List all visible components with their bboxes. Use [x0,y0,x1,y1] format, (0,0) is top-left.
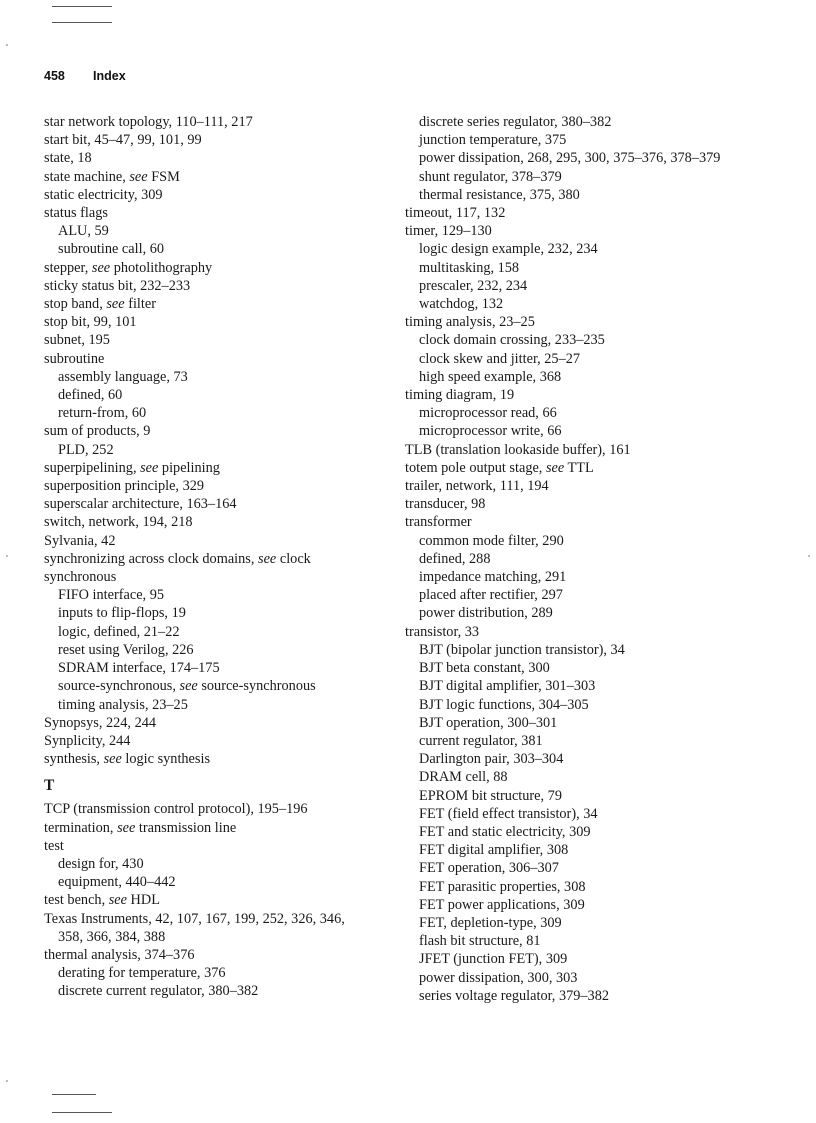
index-entry: sticky status bit, 232–233 [44,277,191,294]
index-subentry: FET operation, 306–307 [419,860,559,877]
index-subentry: power distribution, 289 [419,605,553,622]
index-entry: TCP (transmission control protocol), 195–196 [44,801,308,818]
index-entry: timeout, 117, 132 [405,205,506,222]
index-entry: state machine, see FSM [44,168,180,185]
registration-dot [6,555,8,557]
index-subentry: logic design example, 232, 234 [419,241,598,258]
index-subentry: BJT logic functions, 304–305 [419,696,589,713]
index-subentry: series voltage regulator, 379–382 [419,987,609,1004]
index-subentry: flash bit structure, 81 [419,933,541,950]
index-subentry: defined, 288 [419,550,491,567]
index-entry: test bench, see HDL [44,892,160,909]
index-entry: Sylvania, 42 [44,532,116,549]
registration-dot [6,1080,8,1082]
index-subentry: derating for temperature, 376 [58,965,226,982]
index-subentry: discrete current regulator, 380–382 [58,983,259,1000]
index-subentry: ALU, 59 [58,223,109,240]
index-entry: static electricity, 309 [44,186,163,203]
index-subentry: source-synchronous, see source-synchronous [58,678,316,695]
index-subentry: JFET (junction FET), 309 [419,951,568,968]
index-subentry: power dissipation, 300, 303 [419,969,578,986]
index-subentry: high speed example, 368 [419,368,562,385]
index-subentry: junction temperature, 375 [419,132,567,149]
index-entry: test [44,837,64,854]
index-subentry: common mode filter, 290 [419,532,564,549]
index-subentry: FIFO interface, 95 [58,587,165,604]
index-subentry: BJT digital amplifier, 301–303 [419,678,596,695]
index-subentry: equipment, 440–442 [58,874,176,891]
index-subentry: clock domain crossing, 233–235 [419,332,605,349]
index-subentry: clock skew and jitter, 25–27 [419,350,581,367]
index-subentry: current regulator, 381 [419,732,543,749]
index-subentry: prescaler, 232, 234 [419,277,528,294]
index-entry: star network topology, 110–111, 217 [44,114,253,130]
index-subentry: timing analysis, 23–25 [58,696,188,713]
page-number: 458 [44,69,65,83]
index-subentry: Darlington pair, 303–304 [419,751,564,768]
index-entry: stepper, see photolithography [44,259,213,276]
index-column-right [405,113,785,1005]
index-subentry: FET (field effect transistor), 34 [419,805,598,822]
index-subentry: inputs to flip-flops, 19 [58,605,186,622]
index-subentry: EPROM bit structure, 79 [419,787,562,804]
index-entry: Synplicity, 244 [44,732,131,749]
registration-dot [6,44,8,46]
index-subentry: FET parasitic properties, 308 [419,878,586,895]
index-subentry: discrete series regulator, 380–382 [419,114,612,130]
index-subentry: SDRAM interface, 174–175 [58,660,220,677]
index-entry: subroutine [44,350,105,367]
index-entry: TLB (translation lookaside buffer), 161 [405,441,631,458]
index-entry: synchronizing across clock domains, see clock [44,550,311,567]
index-subentry: PLD, 252 [58,441,114,458]
index-entry: transistor, 33 [405,623,480,640]
index-entry: totem pole output stage, see TTL [405,459,594,476]
index-subentry: microprocessor write, 66 [419,423,562,440]
index-subentry: placed after rectifier, 297 [419,587,563,604]
index-subentry: BJT beta constant, 300 [419,660,550,677]
index-entry: Texas Instruments, 42, 107, 167, 199, 252, 326, 346, [44,910,345,927]
index-entry: stop bit, 99, 101 [44,314,137,331]
index-subentry: impedance matching, 291 [419,569,567,586]
index-entry: timing diagram, 19 [405,387,515,404]
index-entry: thermal analysis, 374–376 [44,946,195,963]
index-subentry: assembly language, 73 [58,368,188,385]
index-subentry: watchdog, 132 [419,296,504,313]
crop-mark-bottom-1 [52,1094,96,1095]
index-subentry: design for, 430 [58,855,144,872]
index-entry: switch, network, 194, 218 [44,514,193,531]
index-subentry: 358, 366, 384, 388 [58,928,166,945]
index-subentry: BJT operation, 300–301 [419,714,558,731]
index-entry: Synopsys, 224, 244 [44,714,157,731]
running-head [44,69,126,83]
index-subentry: FET digital amplifier, 308 [419,842,569,859]
crop-mark-top-1 [52,6,112,7]
index-subentry: reset using Verilog, 226 [58,641,194,658]
index-subentry: return-from, 60 [58,405,147,422]
index-subentry: logic, defined, 21–22 [58,623,180,640]
index-entry: synthesis, see logic synthesis [44,751,211,768]
index-subentry: power dissipation, 268, 295, 300, 375–376, 378–379 [419,150,721,167]
index-subentry: defined, 60 [58,387,123,404]
registration-dot [808,555,810,557]
index-entry: start bit, 45–47, 99, 101, 99 [44,132,202,149]
index-entry: superscalar architecture, 163–164 [44,496,237,513]
index-entry: timing analysis, 23–25 [405,314,535,331]
index-subentry: shunt regulator, 378–379 [419,168,562,185]
index-subentry: FET, depletion-type, 309 [419,914,562,931]
index-entry: termination, see transmission line [44,819,237,836]
index-entry: transformer [405,514,472,531]
index-entry: sum of products, 9 [44,423,151,440]
index-entry: status flags [44,205,108,222]
index-entry: subnet, 195 [44,332,110,349]
index-entry: trailer, network, 111, 194 [405,478,549,495]
index-subentry: FET and static electricity, 309 [419,823,591,840]
index-entry: superpipelining, see pipelining [44,459,220,476]
crop-mark-top-2 [52,22,112,23]
index-entry: synchronous [44,569,117,586]
index-subentry: multitasking, 158 [419,259,520,276]
index-entry: superposition principle, 329 [44,478,205,495]
index-subentry: thermal resistance, 375, 380 [419,186,580,203]
index-entry: state, 18 [44,150,92,167]
index-subentry: FET power applications, 309 [419,896,585,913]
index-entry: timer, 129–130 [405,223,492,240]
index-subentry: microprocessor read, 66 [419,405,557,422]
index-column-left [44,113,384,1001]
running-head-title: Index [93,69,126,83]
crop-mark-bottom-2 [52,1112,112,1113]
index-subentry: subroutine call, 60 [58,241,165,258]
index-subentry: BJT (bipolar junction transistor), 34 [419,641,625,658]
index-entry: transducer, 98 [405,496,486,513]
index-entry: stop band, see filter [44,296,156,313]
index-subentry: DRAM cell, 88 [419,769,508,786]
index-section-letter: T [44,777,55,795]
